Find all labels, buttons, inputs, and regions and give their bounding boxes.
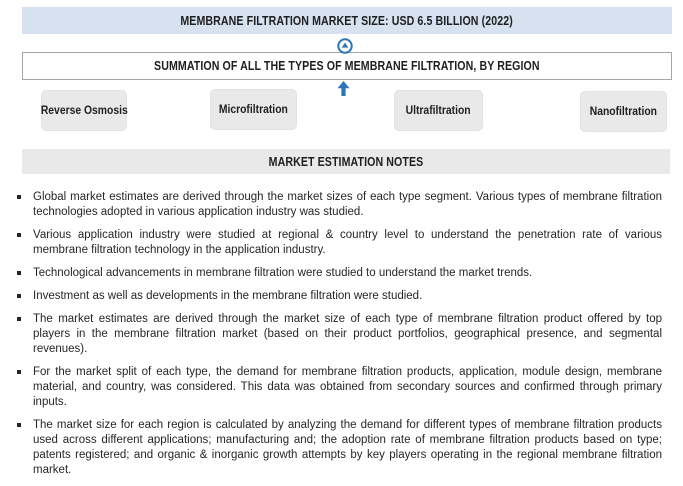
- square-bullet-icon: [17, 294, 21, 298]
- note-item: [16, 266, 662, 281]
- note-text: Technological advancements in membrane filtration were studied to understand the market trends.: [33, 267, 533, 279]
- type-box-microfiltration: [210, 89, 297, 130]
- notes-banner: [22, 149, 670, 174]
- note-item: [16, 289, 662, 304]
- market-size-label: MEMBRANE FILTRATION MARKET SIZE: USD 6.5 BILLION (2022): [180, 13, 514, 28]
- type-label: Nanofiltration: [589, 105, 658, 118]
- market-size-banner: [22, 7, 672, 34]
- note-text: Global market estimates are derived through the market sizes of each type segment. Various types of membrane filtration technologies adopted in various application industry was studied.: [33, 191, 662, 218]
- square-bullet-icon: [17, 423, 21, 427]
- note-text: For the market split of each type, the demand for membrane filtration products, application, module design, membrane material, and country, was considered. This data was obtained from secondary sources and confirmed through primary inputs.: [33, 366, 662, 408]
- type-label: Ultrafiltration: [406, 104, 471, 117]
- notes-list: [16, 190, 662, 486]
- up-arrow-icon: [337, 81, 350, 96]
- square-bullet-icon: [17, 233, 21, 237]
- square-bullet-icon: [17, 195, 21, 199]
- square-bullet-icon: [17, 370, 21, 374]
- type-label: Microfiltration: [218, 103, 288, 116]
- notes-title: MARKET ESTIMATION NOTES: [268, 154, 424, 169]
- note-item: [16, 418, 662, 478]
- note-text: Investment as well as developments in the membrane filtration were studied.: [33, 290, 423, 302]
- note-text: The market estimates are derived through the market size of each type of membrane filtration product offered by top players in the membrane filtration market (based on their product portfolios, geographical presence, and segmental revenues).: [33, 313, 662, 355]
- square-bullet-icon: [17, 271, 21, 275]
- note-item: [16, 365, 662, 410]
- type-box-ultrafiltration: [394, 90, 483, 131]
- type-box-nanofiltration: [580, 91, 667, 132]
- note-text: The market size for each region is calculated by analyzing the demand for different types of membrane filtration products used across different applications; manufacturing and; the adoption rate of membrane filtration products based on type; patents registered; and organic & inorganic growth attempts by key players operating in the regional membrane filtration market.: [33, 419, 662, 476]
- type-label: Reverse Osmosis: [40, 104, 128, 117]
- note-item: [16, 312, 662, 357]
- square-bullet-icon: [17, 317, 21, 321]
- note-text: Various application industry were studied at regional & country level to understand the penetration rate of various membrane filtration technology in the application industry.: [33, 229, 662, 256]
- circle-up-arrow-icon: [337, 38, 353, 54]
- type-box-reverse-osmosis: [41, 90, 127, 131]
- summation-box: [22, 52, 672, 80]
- note-item: [16, 190, 662, 220]
- note-item: [16, 228, 662, 258]
- summation-label: SUMMATION OF ALL THE TYPES OF MEMBRANE FILTRATION, BY REGION: [154, 59, 540, 73]
